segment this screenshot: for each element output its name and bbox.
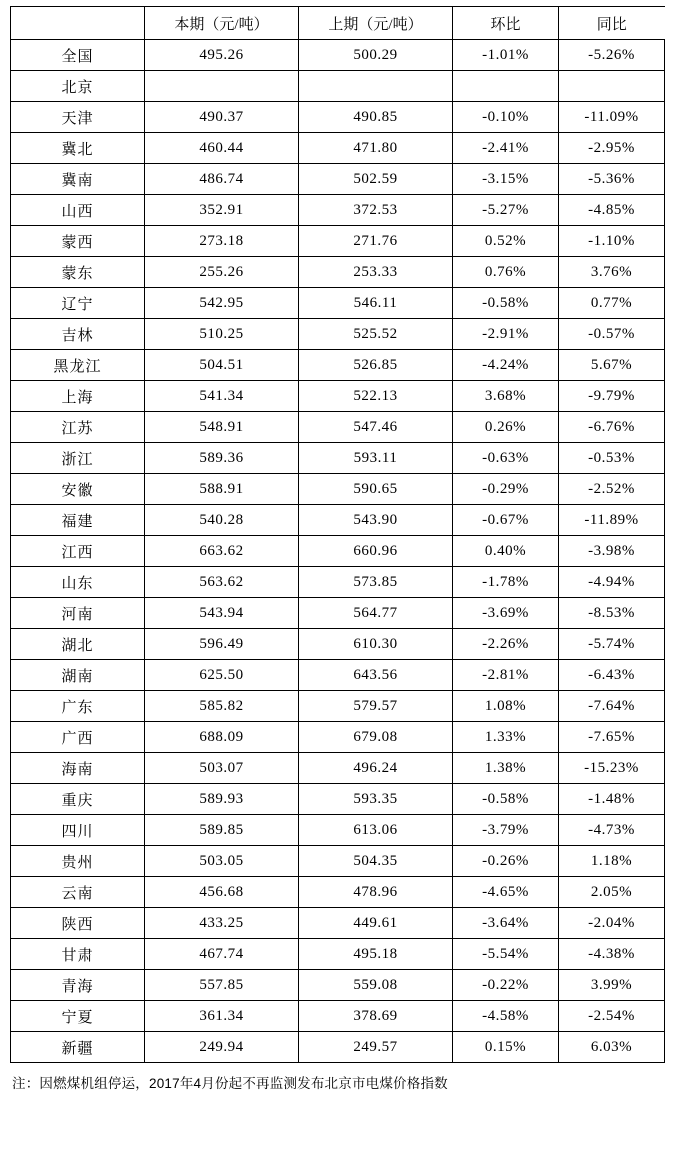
cell-previous-price bbox=[299, 71, 453, 102]
cell-year-on-year: -2.04% bbox=[559, 908, 665, 939]
table-row bbox=[11, 753, 665, 784]
cell-region: 贵州 bbox=[11, 846, 145, 877]
table-row bbox=[11, 1032, 665, 1063]
table-header bbox=[11, 7, 665, 40]
cell-year-on-year: -5.26% bbox=[559, 40, 665, 71]
cell-month-on-month: 1.08% bbox=[453, 691, 559, 722]
cell-region: 河南 bbox=[11, 598, 145, 629]
cell-month-on-month: 1.33% bbox=[453, 722, 559, 753]
table-row bbox=[11, 629, 665, 660]
cell-current-price: 663.62 bbox=[145, 536, 299, 567]
cell-month-on-month: 0.76% bbox=[453, 257, 559, 288]
table-row bbox=[11, 598, 665, 629]
cell-current-price: 504.51 bbox=[145, 350, 299, 381]
cell-month-on-month: -3.79% bbox=[453, 815, 559, 846]
cell-region: 重庆 bbox=[11, 784, 145, 815]
cell-previous-price: 500.29 bbox=[299, 40, 453, 71]
cell-region: 蒙东 bbox=[11, 257, 145, 288]
cell-month-on-month: 0.15% bbox=[453, 1032, 559, 1063]
cell-month-on-month: -0.29% bbox=[453, 474, 559, 505]
cell-month-on-month: -1.78% bbox=[453, 567, 559, 598]
cell-region: 黑龙江 bbox=[11, 350, 145, 381]
cell-region: 天津 bbox=[11, 102, 145, 133]
cell-year-on-year: -4.73% bbox=[559, 815, 665, 846]
cell-previous-price: 660.96 bbox=[299, 536, 453, 567]
cell-month-on-month: -0.22% bbox=[453, 970, 559, 1001]
cell-year-on-year: -3.98% bbox=[559, 536, 665, 567]
cell-previous-price: 490.85 bbox=[299, 102, 453, 133]
cell-month-on-month: -3.69% bbox=[453, 598, 559, 629]
cell-year-on-year: -0.57% bbox=[559, 319, 665, 350]
cell-current-price: 589.93 bbox=[145, 784, 299, 815]
cell-year-on-year: -6.76% bbox=[559, 412, 665, 443]
cell-year-on-year: -7.65% bbox=[559, 722, 665, 753]
cell-region: 湖北 bbox=[11, 629, 145, 660]
cell-month-on-month: -4.65% bbox=[453, 877, 559, 908]
cell-region: 新疆 bbox=[11, 1032, 145, 1063]
cell-current-price: 589.36 bbox=[145, 443, 299, 474]
cell-previous-price: 573.85 bbox=[299, 567, 453, 598]
cell-region: 宁夏 bbox=[11, 1001, 145, 1032]
cell-month-on-month: -0.63% bbox=[453, 443, 559, 474]
cell-year-on-year: -1.48% bbox=[559, 784, 665, 815]
cell-previous-price: 613.06 bbox=[299, 815, 453, 846]
cell-month-on-month bbox=[453, 71, 559, 102]
cell-current-price: 543.94 bbox=[145, 598, 299, 629]
cell-year-on-year: -11.89% bbox=[559, 505, 665, 536]
cell-current-price: 467.74 bbox=[145, 939, 299, 970]
cell-region: 广东 bbox=[11, 691, 145, 722]
cell-year-on-year: -1.10% bbox=[559, 226, 665, 257]
cell-current-price: 273.18 bbox=[145, 226, 299, 257]
cell-previous-price: 590.65 bbox=[299, 474, 453, 505]
cell-region: 山西 bbox=[11, 195, 145, 226]
cell-previous-price: 522.13 bbox=[299, 381, 453, 412]
coal-price-table bbox=[10, 6, 665, 1063]
cell-year-on-year: 3.76% bbox=[559, 257, 665, 288]
table-row bbox=[11, 412, 665, 443]
table-row bbox=[11, 784, 665, 815]
cell-year-on-year: -2.54% bbox=[559, 1001, 665, 1032]
cell-current-price: 361.34 bbox=[145, 1001, 299, 1032]
cell-current-price: 563.62 bbox=[145, 567, 299, 598]
header-region bbox=[11, 7, 145, 40]
cell-current-price: 433.25 bbox=[145, 908, 299, 939]
cell-month-on-month: -4.58% bbox=[453, 1001, 559, 1032]
cell-year-on-year: -6.43% bbox=[559, 660, 665, 691]
cell-previous-price: 593.11 bbox=[299, 443, 453, 474]
table-row bbox=[11, 877, 665, 908]
cell-current-price: 541.34 bbox=[145, 381, 299, 412]
cell-year-on-year: 5.67% bbox=[559, 350, 665, 381]
cell-region: 广西 bbox=[11, 722, 145, 753]
cell-current-price: 486.74 bbox=[145, 164, 299, 195]
cell-current-price: 688.09 bbox=[145, 722, 299, 753]
cell-year-on-year: 2.05% bbox=[559, 877, 665, 908]
cell-previous-price: 593.35 bbox=[299, 784, 453, 815]
cell-previous-price: 559.08 bbox=[299, 970, 453, 1001]
table-row bbox=[11, 288, 665, 319]
cell-previous-price: 495.18 bbox=[299, 939, 453, 970]
cell-previous-price: 643.56 bbox=[299, 660, 453, 691]
cell-year-on-year: -4.94% bbox=[559, 567, 665, 598]
cell-region: 冀北 bbox=[11, 133, 145, 164]
cell-year-on-year: -4.38% bbox=[559, 939, 665, 970]
cell-previous-price: 471.80 bbox=[299, 133, 453, 164]
cell-previous-price: 547.46 bbox=[299, 412, 453, 443]
cell-current-price bbox=[145, 71, 299, 102]
table-row bbox=[11, 1001, 665, 1032]
cell-region: 陕西 bbox=[11, 908, 145, 939]
cell-region: 海南 bbox=[11, 753, 145, 784]
cell-month-on-month: -5.27% bbox=[453, 195, 559, 226]
cell-previous-price: 679.08 bbox=[299, 722, 453, 753]
cell-previous-price: 449.61 bbox=[299, 908, 453, 939]
header-current-price: 本期（元/吨） bbox=[145, 7, 299, 40]
table-row bbox=[11, 846, 665, 877]
table-row bbox=[11, 722, 665, 753]
table-row bbox=[11, 226, 665, 257]
cell-previous-price: 546.11 bbox=[299, 288, 453, 319]
cell-region: 江西 bbox=[11, 536, 145, 567]
cell-year-on-year: -9.79% bbox=[559, 381, 665, 412]
cell-previous-price: 504.35 bbox=[299, 846, 453, 877]
table-row bbox=[11, 939, 665, 970]
table-row bbox=[11, 257, 665, 288]
cell-current-price: 255.26 bbox=[145, 257, 299, 288]
cell-current-price: 588.91 bbox=[145, 474, 299, 505]
cell-current-price: 352.91 bbox=[145, 195, 299, 226]
cell-current-price: 548.91 bbox=[145, 412, 299, 443]
cell-current-price: 460.44 bbox=[145, 133, 299, 164]
cell-month-on-month: -0.67% bbox=[453, 505, 559, 536]
cell-month-on-month: 0.26% bbox=[453, 412, 559, 443]
table-row bbox=[11, 133, 665, 164]
header-year-on-year: 同比 bbox=[559, 7, 665, 40]
table-row bbox=[11, 970, 665, 1001]
cell-month-on-month: -0.58% bbox=[453, 784, 559, 815]
cell-current-price: 542.95 bbox=[145, 288, 299, 319]
table-row bbox=[11, 691, 665, 722]
table-row bbox=[11, 195, 665, 226]
cell-month-on-month: -3.15% bbox=[453, 164, 559, 195]
cell-previous-price: 502.59 bbox=[299, 164, 453, 195]
cell-month-on-month: 0.52% bbox=[453, 226, 559, 257]
cell-month-on-month: -1.01% bbox=[453, 40, 559, 71]
cell-month-on-month: -0.26% bbox=[453, 846, 559, 877]
cell-year-on-year: 1.18% bbox=[559, 846, 665, 877]
cell-previous-price: 564.77 bbox=[299, 598, 453, 629]
cell-year-on-year: -2.95% bbox=[559, 133, 665, 164]
cell-month-on-month: -2.81% bbox=[453, 660, 559, 691]
cell-region: 蒙西 bbox=[11, 226, 145, 257]
cell-current-price: 510.25 bbox=[145, 319, 299, 350]
table-row bbox=[11, 908, 665, 939]
cell-month-on-month: -2.26% bbox=[453, 629, 559, 660]
cell-month-on-month: -3.64% bbox=[453, 908, 559, 939]
cell-previous-price: 543.90 bbox=[299, 505, 453, 536]
cell-region: 青海 bbox=[11, 970, 145, 1001]
cell-year-on-year: -0.53% bbox=[559, 443, 665, 474]
table-row bbox=[11, 164, 665, 195]
cell-region: 北京 bbox=[11, 71, 145, 102]
cell-region: 安徽 bbox=[11, 474, 145, 505]
cell-region: 辽宁 bbox=[11, 288, 145, 319]
cell-year-on-year: -11.09% bbox=[559, 102, 665, 133]
cell-month-on-month: -2.91% bbox=[453, 319, 559, 350]
header-month-on-month: 环比 bbox=[453, 7, 559, 40]
cell-current-price: 557.85 bbox=[145, 970, 299, 1001]
table-header-row bbox=[11, 7, 665, 40]
table-body bbox=[11, 40, 665, 1063]
cell-month-on-month: 1.38% bbox=[453, 753, 559, 784]
table-row bbox=[11, 505, 665, 536]
cell-previous-price: 249.57 bbox=[299, 1032, 453, 1063]
table-row bbox=[11, 40, 665, 71]
cell-month-on-month: -2.41% bbox=[453, 133, 559, 164]
cell-year-on-year: -4.85% bbox=[559, 195, 665, 226]
cell-current-price: 585.82 bbox=[145, 691, 299, 722]
cell-region: 云南 bbox=[11, 877, 145, 908]
cell-region: 上海 bbox=[11, 381, 145, 412]
table-row bbox=[11, 443, 665, 474]
cell-year-on-year: -7.64% bbox=[559, 691, 665, 722]
cell-region: 四川 bbox=[11, 815, 145, 846]
cell-year-on-year: -8.53% bbox=[559, 598, 665, 629]
cell-current-price: 596.49 bbox=[145, 629, 299, 660]
cell-current-price: 490.37 bbox=[145, 102, 299, 133]
cell-region: 山东 bbox=[11, 567, 145, 598]
table-row bbox=[11, 660, 665, 691]
table-row bbox=[11, 102, 665, 133]
cell-previous-price: 378.69 bbox=[299, 1001, 453, 1032]
table-row bbox=[11, 319, 665, 350]
cell-current-price: 503.07 bbox=[145, 753, 299, 784]
cell-year-on-year: -15.23% bbox=[559, 753, 665, 784]
cell-previous-price: 496.24 bbox=[299, 753, 453, 784]
cell-month-on-month: -0.58% bbox=[453, 288, 559, 319]
header-previous-price: 上期（元/吨） bbox=[299, 7, 453, 40]
cell-month-on-month: -0.10% bbox=[453, 102, 559, 133]
cell-current-price: 589.85 bbox=[145, 815, 299, 846]
table-row bbox=[11, 815, 665, 846]
cell-year-on-year: 6.03% bbox=[559, 1032, 665, 1063]
cell-region: 浙江 bbox=[11, 443, 145, 474]
cell-region: 福建 bbox=[11, 505, 145, 536]
cell-year-on-year: -5.74% bbox=[559, 629, 665, 660]
cell-region: 吉林 bbox=[11, 319, 145, 350]
cell-previous-price: 372.53 bbox=[299, 195, 453, 226]
cell-previous-price: 610.30 bbox=[299, 629, 453, 660]
cell-region: 江苏 bbox=[11, 412, 145, 443]
table-row bbox=[11, 536, 665, 567]
cell-month-on-month: 0.40% bbox=[453, 536, 559, 567]
cell-region: 湖南 bbox=[11, 660, 145, 691]
cell-month-on-month: -4.24% bbox=[453, 350, 559, 381]
cell-previous-price: 271.76 bbox=[299, 226, 453, 257]
cell-current-price: 249.94 bbox=[145, 1032, 299, 1063]
cell-previous-price: 525.52 bbox=[299, 319, 453, 350]
table-row bbox=[11, 474, 665, 505]
cell-previous-price: 579.57 bbox=[299, 691, 453, 722]
cell-current-price: 540.28 bbox=[145, 505, 299, 536]
cell-previous-price: 478.96 bbox=[299, 877, 453, 908]
cell-year-on-year: -5.36% bbox=[559, 164, 665, 195]
cell-month-on-month: 3.68% bbox=[453, 381, 559, 412]
table-row bbox=[11, 71, 665, 102]
cell-region: 全国 bbox=[11, 40, 145, 71]
table-row bbox=[11, 381, 665, 412]
cell-region: 甘肃 bbox=[11, 939, 145, 970]
cell-current-price: 456.68 bbox=[145, 877, 299, 908]
cell-year-on-year: 3.99% bbox=[559, 970, 665, 1001]
table-footnote: 注：因燃煤机组停运，2017年4月份起不再监测发布北京市电煤价格指数 bbox=[12, 1076, 448, 1091]
cell-current-price: 503.05 bbox=[145, 846, 299, 877]
cell-month-on-month: -5.54% bbox=[453, 939, 559, 970]
cell-year-on-year: -2.52% bbox=[559, 474, 665, 505]
cell-year-on-year bbox=[559, 71, 665, 102]
table-row bbox=[11, 350, 665, 381]
cell-year-on-year: 0.77% bbox=[559, 288, 665, 319]
table-row bbox=[11, 567, 665, 598]
cell-previous-price: 526.85 bbox=[299, 350, 453, 381]
cell-previous-price: 253.33 bbox=[299, 257, 453, 288]
cell-region: 冀南 bbox=[11, 164, 145, 195]
cell-current-price: 495.26 bbox=[145, 40, 299, 71]
cell-current-price: 625.50 bbox=[145, 660, 299, 691]
